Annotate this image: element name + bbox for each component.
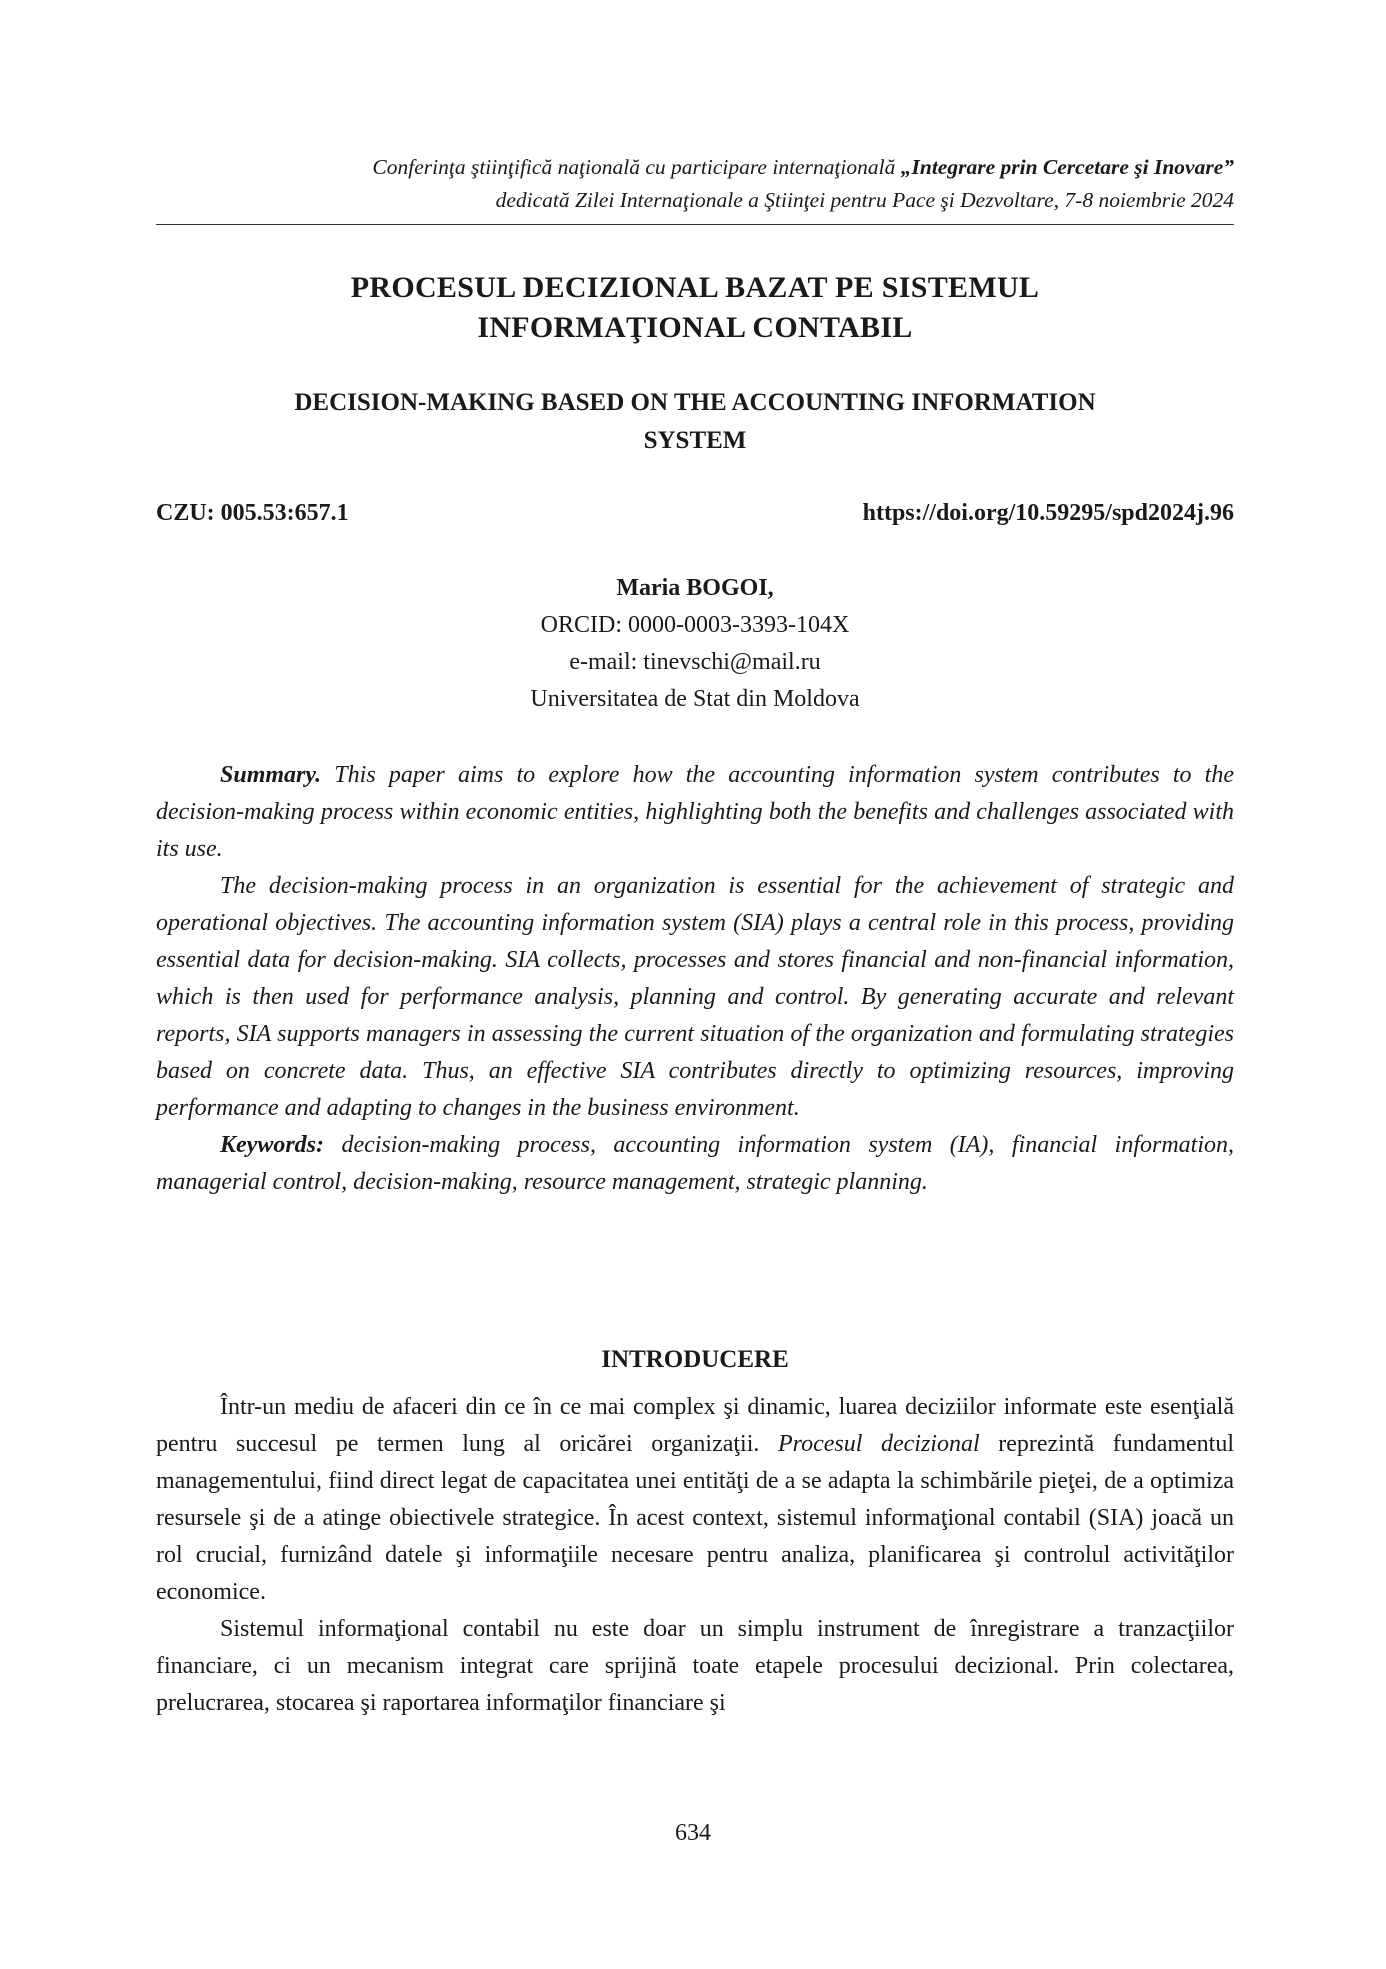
paper-title-english bbox=[156, 384, 1234, 460]
author-block bbox=[156, 570, 1234, 718]
title-ro-line-1: PROCESUL DECIZIONAL BAZAT PE SISTEMUL bbox=[350, 271, 1040, 304]
author-affiliation: Universitatea de Stat din Moldova bbox=[530, 686, 860, 712]
paper-title-romanian bbox=[156, 268, 1234, 348]
keywords-label: Keywords: bbox=[220, 1132, 324, 1158]
summary-label: Summary. bbox=[220, 762, 322, 788]
intro-paragraph-2: Sistemul informaţional contabil nu este doar un simplu instrument de înregistrare a tranzacţiilor financiare, ci un mecanism integrat care sprijină toate etapele procesului decizional. Prin colectarea, prelucrarea, stocarea şi raportarea informaţilor financiare şi bbox=[156, 1616, 1234, 1716]
title-en-line-2: SYSTEM bbox=[643, 427, 747, 454]
keywords-text: decision-making process, accounting information system (IA), financial information, managerial control, decision-making, resource management, strategic planning. bbox=[156, 1132, 1234, 1195]
header-line-2: dedicată Zilei Internaţionale a Ştiinţei pentru Pace şi Dezvoltare, 7-8 noiembrie 2024 bbox=[495, 188, 1234, 212]
abstract-paragraph-2: The decision-making process in an organization is essential for the achievement of strategic and operational objectives. The accounting information system (SIA) plays a central role in this process, providing essential data for decision-making. SIA collects, processes and stores financial and non-financial information, which is then used for performance analysis, planning and control. By generating accurate and relevant reports, SIA supports managers in assessing the current situation of the organization and formulating strategies based on concrete data. Thus, an effective SIA contributes directly to optimizing resources, improving performance and adapting to changes in the business environment. bbox=[156, 873, 1234, 1121]
abstract bbox=[156, 757, 1234, 1201]
page-number: 634 bbox=[675, 1820, 711, 1846]
section-heading-introduction: INTRODUCERE bbox=[601, 1346, 789, 1373]
title-ro-line-2: INFORMAŢIONAL CONTABIL bbox=[477, 311, 913, 344]
author-email: e-mail: tinevschi@mail.ru bbox=[569, 649, 821, 675]
summary-paragraph bbox=[156, 757, 1234, 868]
summary-text: This paper aims to explore how the accounting information system contributes to the decision-making process within economic entities, highlighting both the benefits and challenges associated with its use. bbox=[156, 762, 1234, 862]
title-en-line-1: DECISION-MAKING BASED ON THE ACCOUNTING INFORMATION bbox=[294, 389, 1096, 416]
intro-p1-part-2: reprezintă fundamentul managementului, fiind direct legat de capacitatea unei entităţi de a se adapta la schimbările pieţei, de a optimiza resursele şi de a atinge obiectivele strategice. În acest context, sistemul informaţional contabil (SIA) joacă un rol crucial, furnizând datele şi informaţiile necesare pentru analiza, planificarea şi controlul activităţilor economice. bbox=[156, 1431, 1235, 1605]
header-conference-prefix: Conferinţa ştiinţifică naţională cu participare internaţională bbox=[372, 155, 901, 179]
author-orcid: ORCID: 0000-0003-3393-104X bbox=[540, 612, 850, 638]
intro-paragraph-1 bbox=[156, 1389, 1234, 1611]
running-header bbox=[156, 151, 1234, 225]
author-name: Maria BOGOI, bbox=[616, 575, 774, 601]
introduction-body bbox=[156, 1389, 1234, 1722]
header-conference-title: „Integrare prin Cercetare şi Inovare” bbox=[900, 155, 1234, 179]
header-line-1 bbox=[156, 151, 1234, 184]
keywords-paragraph bbox=[156, 1127, 1234, 1201]
classification-row bbox=[156, 497, 1234, 529]
intro-p1-italic-term: Procesul decizional bbox=[777, 1431, 980, 1457]
czu-code: CZU: 005.53:657.1 bbox=[156, 500, 349, 526]
intro-p1-part-1: Într-un mediu de afaceri din ce în ce mai complex şi dinamic, luarea deciziilor informate este esenţială pentru succesul pe termen lung al oricărei organizaţii. bbox=[156, 1394, 1234, 1457]
doi-link[interactable]: https://doi.org/10.59295/spd2024j.96 bbox=[862, 500, 1234, 526]
